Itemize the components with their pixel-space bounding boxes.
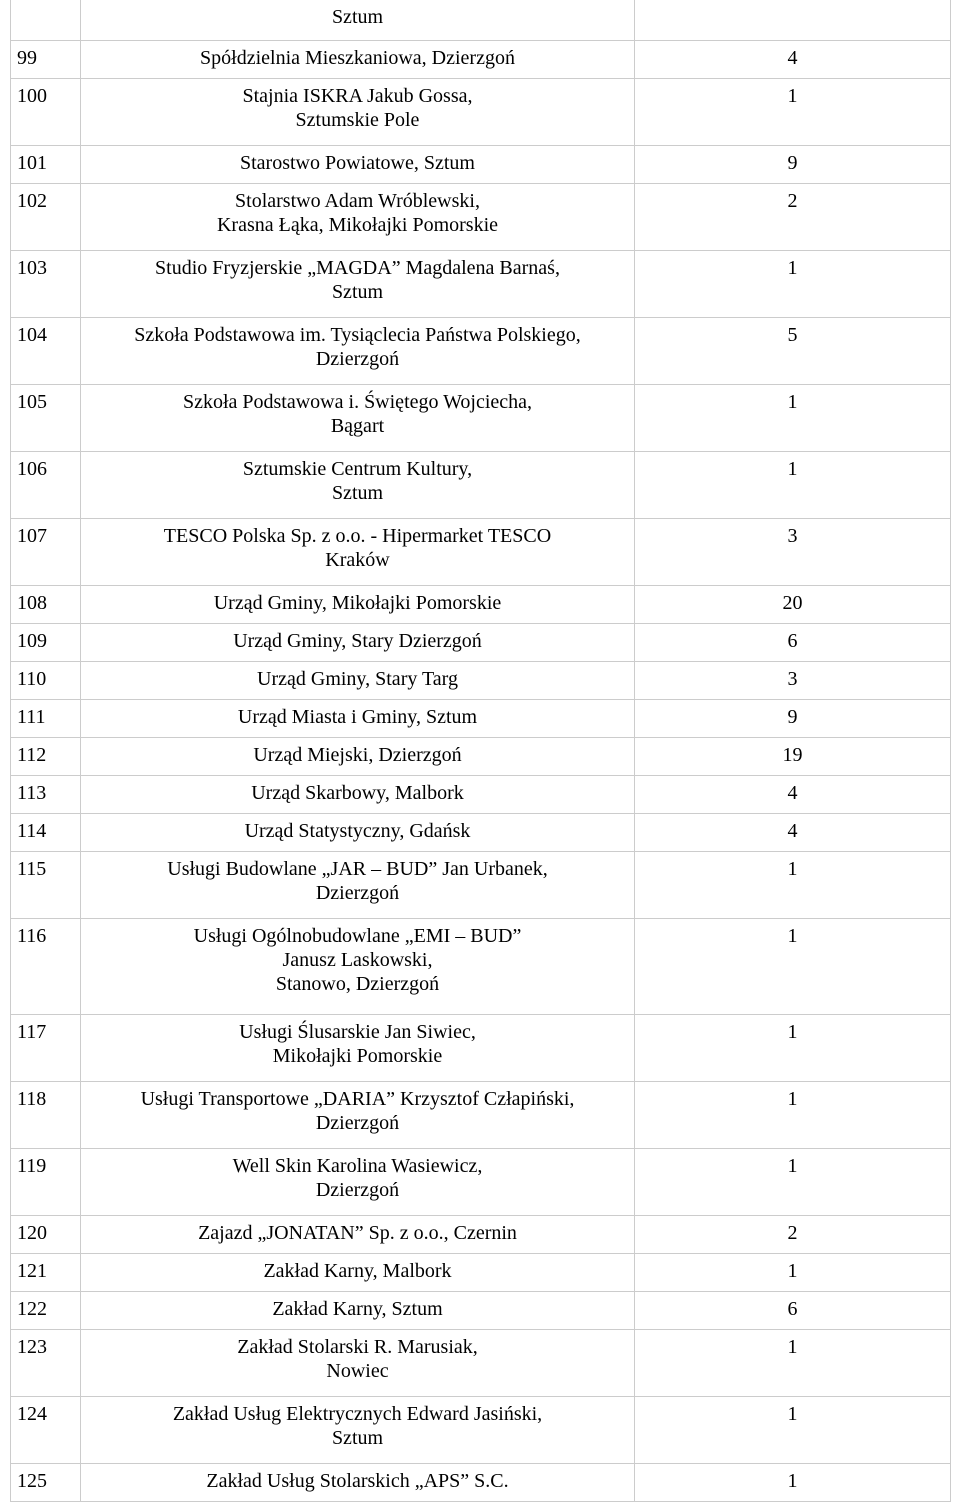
institution-table-body (11, 0, 951, 1501)
count-value: 1 (635, 78, 951, 145)
row-number: 104 (11, 317, 81, 384)
count-value: 20 (635, 585, 951, 623)
count-value: 1 (635, 384, 951, 451)
row-number: 106 (11, 451, 81, 518)
row-number: 99 (11, 40, 81, 78)
table-row (11, 1081, 951, 1148)
row-number: 101 (11, 145, 81, 183)
table-row (11, 585, 951, 623)
institution-name-cell (81, 1014, 635, 1081)
institution-name: Zajazd „JONATAN” Sp. z o.o., Czernin (198, 1221, 517, 1244)
institution-name: Urząd Statystyczny, Gdańsk (244, 819, 471, 842)
row-number: 109 (11, 623, 81, 661)
table-row (11, 145, 951, 183)
table-row (11, 918, 951, 1014)
institution-name-cell (81, 585, 635, 623)
institution-name-cell (81, 661, 635, 699)
institution-name-cell (81, 1396, 635, 1463)
institution-name: Sztumskie Centrum Kultury, Sztum (242, 457, 473, 504)
table-row (11, 661, 951, 699)
count-value: 1 (635, 250, 951, 317)
institution-name: Usługi Transportowe „DARIA” Krzysztof Człapiński, Dzierzgoń (140, 1087, 575, 1134)
institution-name: TESCO Polska Sp. z o.o. - Hipermarket TESCO Kraków (163, 524, 552, 571)
institution-name-cell (81, 40, 635, 78)
institution-name-cell (81, 851, 635, 918)
institution-name: Zakład Usług Elektrycznych Edward Jasiński, Sztum (172, 1402, 543, 1449)
count-value: 3 (635, 661, 951, 699)
table-row (11, 78, 951, 145)
table-row (11, 851, 951, 918)
row-number: 113 (11, 775, 81, 813)
table-row (11, 623, 951, 661)
institution-name: Spółdzielnia Mieszkaniowa, Dzierzgoń (200, 46, 515, 69)
institution-name: Starostwo Powiatowe, Sztum (240, 151, 475, 174)
count-value: 5 (635, 317, 951, 384)
table-row (11, 813, 951, 851)
table-row (11, 1291, 951, 1329)
institution-name: Urząd Gminy, Stary Dzierzgoń (233, 629, 482, 652)
count-value: 4 (635, 813, 951, 851)
institution-name-cell (81, 699, 635, 737)
row-number: 100 (11, 78, 81, 145)
count-value: 19 (635, 737, 951, 775)
institution-name-cell (81, 775, 635, 813)
institution-name-cell (81, 1463, 635, 1501)
institution-name: Usługi Ślusarskie Jan Siwiec, Mikołajki Pomorskie (239, 1020, 476, 1067)
count-value: 9 (635, 145, 951, 183)
table-row (11, 1329, 951, 1396)
row-number: 125 (11, 1463, 81, 1501)
institution-name-cell (81, 1081, 635, 1148)
table-row (11, 183, 951, 250)
count-value: 6 (635, 1291, 951, 1329)
institution-name: Usługi Budowlane „JAR – BUD” Jan Urbanek, Dzierzgoń (167, 857, 548, 904)
row-number: 116 (11, 918, 81, 1014)
table-row (11, 1215, 951, 1253)
table-row (11, 1148, 951, 1215)
count-value: 1 (635, 1253, 951, 1291)
table-row (11, 699, 951, 737)
count-value: 3 (635, 518, 951, 585)
table-row (11, 1396, 951, 1463)
count-value: 1 (635, 1396, 951, 1463)
row-number: 120 (11, 1215, 81, 1253)
row-number: 112 (11, 737, 81, 775)
institution-name-cell (81, 317, 635, 384)
institution-name-cell (81, 250, 635, 317)
row-number: 107 (11, 518, 81, 585)
count-value: 6 (635, 623, 951, 661)
row-number: 103 (11, 250, 81, 317)
institution-name: Szkoła Podstawowa i. Świętego Wojciecha, Bągart (182, 390, 533, 437)
count-value: 4 (635, 40, 951, 78)
row-number: 117 (11, 1014, 81, 1081)
institution-name: Urząd Skarbowy, Malbork (251, 781, 464, 804)
institution-name-cell (81, 623, 635, 661)
table-row (11, 1463, 951, 1501)
institution-name: Urząd Miejski, Dzierzgoń (253, 743, 462, 766)
institution-name: Szkoła Podstawowa im. Tysiąclecia Państwa Polskiego, Dzierzgoń (134, 323, 581, 370)
count-value: 1 (635, 918, 951, 1014)
count-value: 2 (635, 1215, 951, 1253)
table-row (11, 1014, 951, 1081)
count-value: 4 (635, 775, 951, 813)
count-value: 1 (635, 1463, 951, 1501)
row-number: 124 (11, 1396, 81, 1463)
institution-name: Stolarstwo Adam Wróblewski, Krasna Łąka, Mikołajki Pomorskie (216, 189, 499, 236)
row-number: 118 (11, 1081, 81, 1148)
institution-name: Well Skin Karolina Wasiewicz, Dzierzgoń (232, 1154, 483, 1201)
count-value: 1 (635, 451, 951, 518)
row-number: 105 (11, 384, 81, 451)
institution-name-cell (81, 1253, 635, 1291)
row-number: 121 (11, 1253, 81, 1291)
count-value: 1 (635, 1329, 951, 1396)
table-row (11, 250, 951, 317)
count-value: 1 (635, 1148, 951, 1215)
institution-name: Sztum (331, 6, 384, 28)
table-row (11, 1253, 951, 1291)
institution-name: Studio Fryzjerskie „MAGDA” Magdalena Barnaś, Sztum (155, 256, 560, 303)
institution-table (10, 0, 951, 1502)
institution-name-cell (81, 737, 635, 775)
count-value: 2 (635, 183, 951, 250)
count-value: 1 (635, 1081, 951, 1148)
table-row (11, 40, 951, 78)
institution-name: Zakład Karny, Sztum (272, 1297, 443, 1320)
row-number: 108 (11, 585, 81, 623)
institution-name: Zakład Stolarski R. Marusiak, Nowiec (237, 1335, 478, 1382)
table-row (11, 317, 951, 384)
institution-name-cell (81, 384, 635, 451)
institution-name-cell (81, 1215, 635, 1253)
institution-name-cell (81, 918, 635, 1014)
institution-name-cell (81, 813, 635, 851)
row-number: 123 (11, 1329, 81, 1396)
institution-name: Stajnia ISKRA Jakub Gossa, Sztumskie Pole (242, 84, 473, 131)
institution-name-cell (81, 1329, 635, 1396)
table-row (11, 775, 951, 813)
count-value: 1 (635, 851, 951, 918)
institution-name: Zakład Karny, Malbork (263, 1259, 452, 1282)
table-row (11, 451, 951, 518)
count-value (635, 0, 951, 40)
table-row (11, 518, 951, 585)
row-number: 122 (11, 1291, 81, 1329)
count-value: 1 (635, 1014, 951, 1081)
institution-name-cell (81, 451, 635, 518)
table-row (11, 737, 951, 775)
institution-name-cell (81, 1148, 635, 1215)
row-number: 115 (11, 851, 81, 918)
institution-name: Zakład Usług Stolarskich „APS” S.C. (206, 1469, 509, 1492)
row-number: 119 (11, 1148, 81, 1215)
institution-name-cell (81, 1291, 635, 1329)
institution-name-cell (81, 145, 635, 183)
row-number: 111 (11, 699, 81, 737)
institution-name: Urząd Miasta i Gminy, Sztum (237, 705, 478, 728)
count-value: 9 (635, 699, 951, 737)
institution-name-cell (81, 518, 635, 585)
institution-name-cell (81, 0, 635, 40)
institution-name: Urząd Gminy, Mikołajki Pomorskie (213, 591, 502, 614)
row-number: 114 (11, 813, 81, 851)
table-row (11, 0, 951, 40)
row-number: 102 (11, 183, 81, 250)
institution-name-cell (81, 78, 635, 145)
row-number (11, 0, 81, 40)
institution-name: Urząd Gminy, Stary Targ (257, 667, 458, 690)
row-number: 110 (11, 661, 81, 699)
institution-name: Usługi Ogólnobudowlane „EMI – BUD” Janusz Laskowski, Stanowo, Dzierzgoń (193, 924, 522, 995)
institution-name-cell (81, 183, 635, 250)
table-row (11, 384, 951, 451)
